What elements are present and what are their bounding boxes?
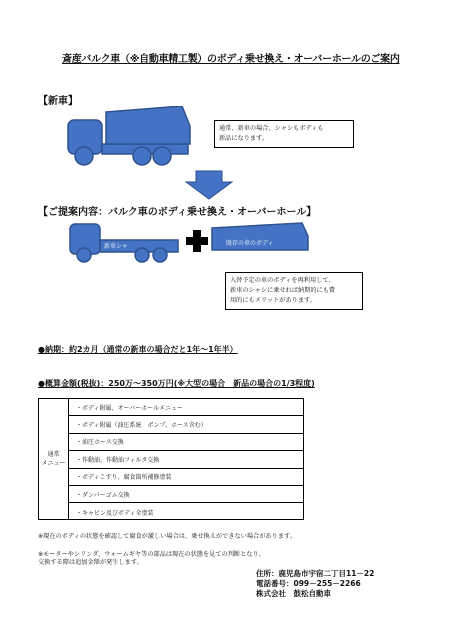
menu-item: ・キャビン及びボディ全塗装	[76, 509, 154, 517]
menu-item: ・油圧ホース交換	[69, 434, 303, 451]
wheel-icon	[153, 248, 167, 262]
menu-item: ・ボディ附属、オーバーホールメニュー	[69, 399, 303, 416]
menu-item: ・作動油、作動油フィルタ交換	[69, 451, 303, 468]
company-name: 株式会社 鼓松自動車	[256, 589, 331, 598]
new-chassis-label: 新車シャ	[104, 243, 128, 250]
note-new: 通常、新車の場合、シャシもボディも 新品になります。	[214, 120, 354, 148]
wheel-icon	[153, 147, 171, 165]
page-title: 斎産バルク車（※自動車精工製）のボディ乗せ換え・オーバーホールのご案内	[62, 54, 400, 65]
section-new-heading: 【新車】	[38, 96, 78, 107]
footnote-corrosion: ※現在のボディの状態を確認して腐食が激しい場合は、乗せ換えができない場合があります。	[38, 533, 296, 540]
wheel-icon	[133, 147, 151, 165]
menu-item: ・ボディ附属（油圧系統 ポンプ、ホース含む）	[69, 416, 303, 433]
plus-icon	[186, 230, 208, 252]
new-truck-illustration	[66, 106, 196, 168]
down-arrow-icon	[184, 170, 234, 200]
menu-item: ・ダンパーゴム交換	[69, 486, 303, 503]
truck-body	[106, 106, 190, 144]
menu-item: ・ボディこすり、腐食箇所補修塗装	[69, 469, 303, 486]
menu-label: 通常 メニュー	[39, 399, 69, 519]
existing-body-label: 既存の車のボディ	[226, 240, 274, 247]
wheel-icon	[75, 147, 93, 165]
wheel-icon	[135, 248, 149, 262]
footnote-parts-line1: ※モーターやシリンダ、ウォームギヤ等の部品は現在の状態を見ての判断となり、	[38, 551, 265, 558]
note-proposal: 入替予定の車のボディを再利用して、 新車のシャシに乗せれば納期的にも費 用的にもメリットがあります。	[225, 272, 363, 310]
delivery-info: ●納期：約2カ月（通常の新車の場合だと1年〜1年半）	[38, 345, 238, 354]
menu-items	[69, 399, 303, 519]
company-phone: 電話番号：099－255－2266	[256, 579, 361, 588]
menu-table	[38, 398, 304, 520]
price-info: ●概算金額(税抜)：250万〜350万円(※大型の場合 新品の場合の1/3程度)	[38, 379, 315, 388]
existing-body-illustration	[210, 222, 310, 252]
footnote-parts-line2: 交換する際は追加金額が発生します。	[38, 559, 143, 566]
company-address: 住所：鹿児島市宇宿二丁目11－22	[256, 569, 375, 578]
wheel-icon	[77, 248, 91, 262]
section-proposal-heading: 【ご提案内容：バルク車のボディ乗せ換え・オーバーホール】	[38, 207, 317, 218]
